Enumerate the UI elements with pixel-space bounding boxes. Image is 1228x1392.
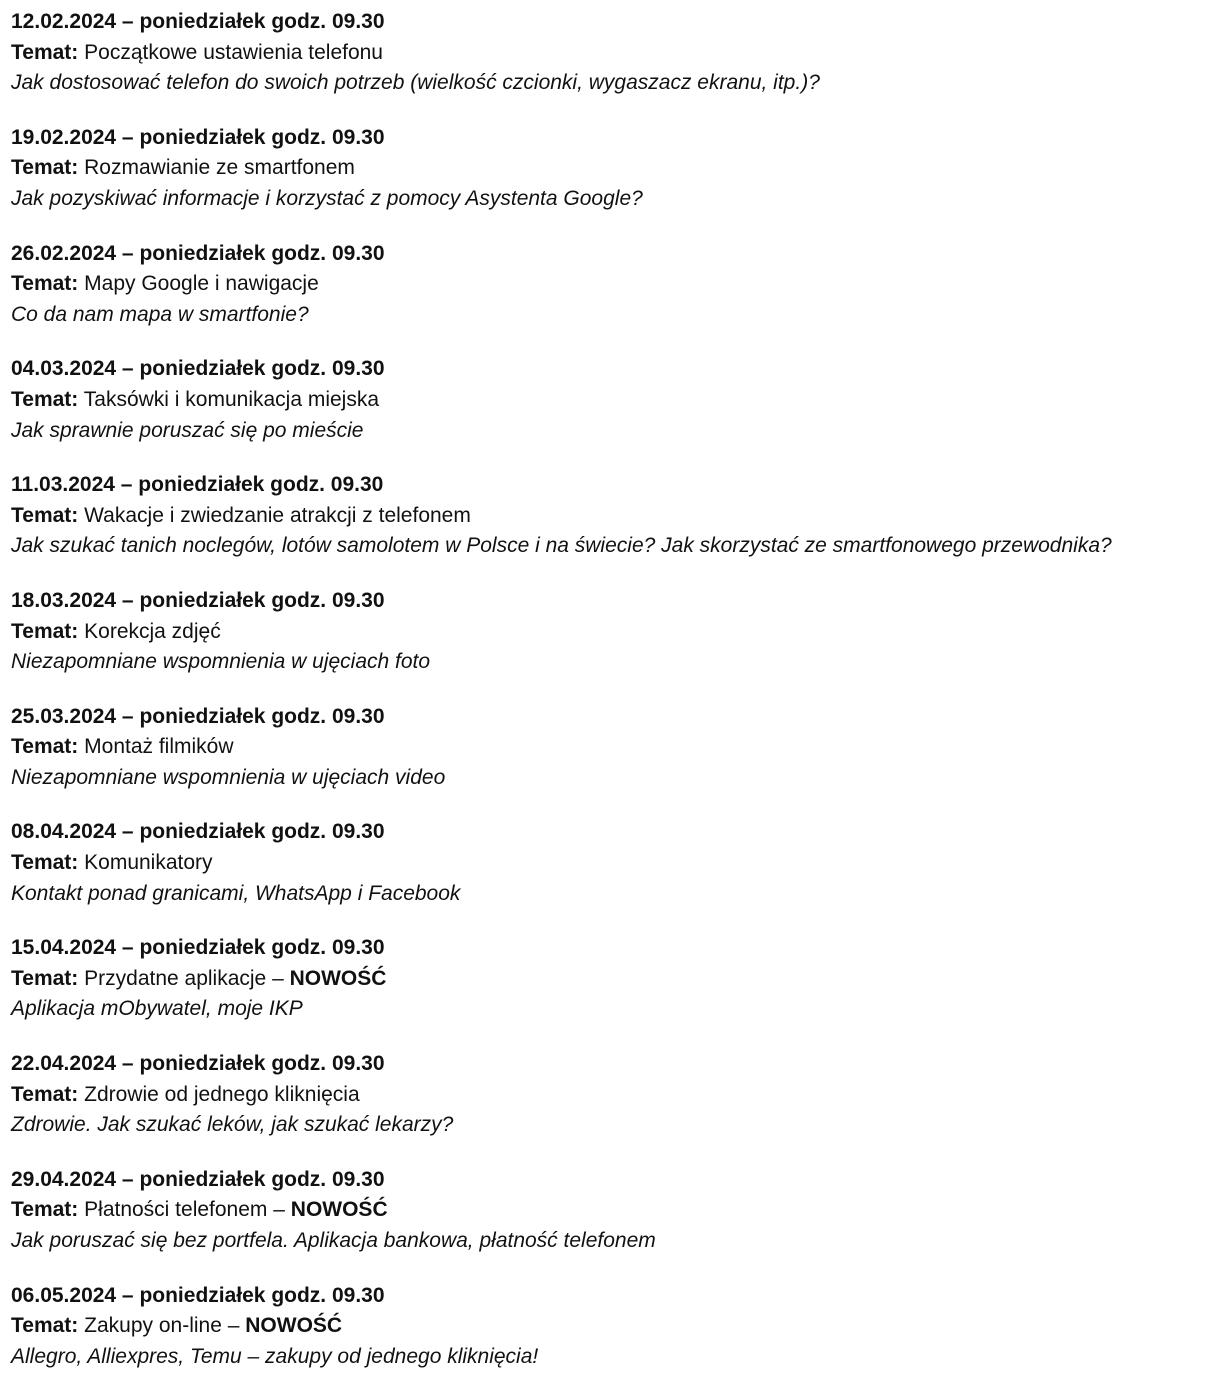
session-description: Co da nam mapa w smartfonie? bbox=[11, 302, 309, 326]
new-badge: NOWOŚĆ bbox=[290, 1198, 388, 1222]
session-description: Aplikacja mObywatel, moje IKP bbox=[11, 997, 303, 1021]
session-entry bbox=[11, 702, 1221, 794]
session-topic-line bbox=[11, 153, 1221, 184]
session-topic: Zakupy on-line bbox=[84, 1314, 222, 1338]
session-date: 04.03.2024 – poniedziałek godz. 09.30 bbox=[11, 357, 385, 381]
session-topic-line bbox=[11, 38, 1221, 69]
session-topic-line bbox=[11, 501, 1221, 532]
session-topic: Płatności telefonem bbox=[84, 1198, 268, 1222]
new-badge: NOWOŚĆ bbox=[245, 1314, 343, 1338]
session-date: 08.04.2024 – poniedziałek godz. 09.30 bbox=[11, 820, 385, 844]
topic-label: Temat: bbox=[11, 272, 79, 296]
session-description: Jak poruszać się bez portfela. Aplikacja bankowa, płatność telefonem bbox=[11, 1229, 656, 1252]
session-topic: Komunikatory bbox=[84, 851, 213, 875]
session-entry bbox=[11, 933, 1221, 1025]
session-topic: Montaż filmików bbox=[84, 735, 234, 759]
session-topic-line bbox=[11, 964, 1221, 995]
topic-label: Temat: bbox=[11, 40, 79, 64]
topic-label: Temat: bbox=[11, 387, 79, 411]
session-date: 29.04.2024 – poniedziałek godz. 09.30 bbox=[11, 1167, 385, 1191]
schedule-document bbox=[11, 7, 1221, 1372]
topic-label: Temat: bbox=[11, 619, 79, 643]
session-entry bbox=[11, 7, 1221, 99]
session-topic: Zdrowie od jednego kliknięcia bbox=[84, 1082, 360, 1106]
session-entry bbox=[11, 123, 1221, 215]
session-topic-line bbox=[11, 848, 1221, 879]
new-separator: – bbox=[267, 1198, 291, 1222]
session-entry bbox=[11, 1165, 1221, 1257]
new-separator: – bbox=[266, 966, 290, 990]
session-topic-line bbox=[11, 1080, 1221, 1111]
session-date: 25.03.2024 – poniedziałek godz. 09.30 bbox=[11, 704, 385, 728]
topic-label: Temat: bbox=[11, 1198, 79, 1222]
session-description: Zdrowie. Jak szukać leków, jak szukać lekarzy? bbox=[11, 1113, 454, 1137]
topic-label: Temat: bbox=[11, 851, 79, 875]
session-date: 06.05.2024 – poniedziałek godz. 09.30 bbox=[11, 1283, 385, 1307]
session-description: Niezapomniane wspomnienia w ujęciach video bbox=[11, 765, 446, 789]
session-entry bbox=[11, 354, 1221, 446]
session-topic-line bbox=[11, 269, 1221, 300]
new-separator: – bbox=[221, 1314, 246, 1338]
topic-label: Temat: bbox=[11, 966, 79, 990]
session-entry bbox=[11, 470, 1221, 562]
session-date: 19.02.2024 – poniedziałek godz. 09.30 bbox=[11, 125, 385, 149]
session-description: Jak szukać tanich noclegów, lotów samolotem w Polsce i na świecie? Jak skorzystać ze smartfonowego przewodnika? bbox=[11, 534, 1112, 558]
session-description: Jak dostosować telefon do swoich potrzeb (wielkość czcionki, wygaszacz ekranu, itp.)? bbox=[11, 71, 820, 95]
session-description: Jak pozyskiwać informacje i korzystać z pomocy Asystenta Google? bbox=[11, 186, 643, 210]
session-description: Kontakt ponad granicami, WhatsApp i Facebook bbox=[11, 881, 461, 905]
topic-label: Temat: bbox=[11, 156, 79, 180]
session-topic: Rozmawianie ze smartfonem bbox=[84, 156, 355, 180]
session-topic: Korekcja zdjęć bbox=[84, 619, 221, 643]
session-topic: Wakacje i zwiedzanie atrakcji z telefonem bbox=[84, 503, 471, 527]
topic-label: Temat: bbox=[11, 1314, 79, 1338]
session-topic-line bbox=[11, 1311, 1221, 1342]
session-topic: Taksówki i komunikacja miejska bbox=[83, 387, 380, 411]
session-entry bbox=[11, 239, 1221, 331]
session-description: Niezapomniane wspomnienia w ujęciach foto bbox=[11, 650, 431, 674]
session-date: 18.03.2024 – poniedziałek godz. 09.30 bbox=[11, 588, 385, 612]
session-date: 12.02.2024 – poniedziałek godz. 09.30 bbox=[11, 10, 385, 33]
session-topic: Przydatne aplikacje bbox=[84, 966, 267, 990]
session-topic: Mapy Google i nawigacje bbox=[84, 272, 319, 296]
new-badge: NOWOŚĆ bbox=[289, 966, 387, 990]
session-topic-line bbox=[11, 617, 1221, 648]
topic-label: Temat: bbox=[11, 503, 79, 527]
session-entry bbox=[11, 586, 1221, 678]
session-topic: Początkowe ustawienia telefonu bbox=[84, 40, 383, 64]
topic-label: Temat: bbox=[11, 735, 79, 759]
session-description: Jak sprawnie poruszać się po mieście bbox=[11, 418, 364, 442]
session-date: 22.04.2024 – poniedziałek godz. 09.30 bbox=[11, 1052, 385, 1076]
session-entry bbox=[11, 1049, 1221, 1141]
session-topic-line bbox=[11, 732, 1221, 763]
session-date: 11.03.2024 – poniedziałek godz. 09.30 bbox=[11, 473, 384, 497]
session-entry bbox=[11, 817, 1221, 909]
topic-label: Temat: bbox=[11, 1082, 79, 1106]
session-topic-line bbox=[11, 385, 1221, 416]
session-description: Allegro, Alliexpres, Temu – zakupy od jednego kliknięcia! bbox=[11, 1344, 539, 1368]
session-date: 15.04.2024 – poniedziałek godz. 09.30 bbox=[11, 936, 385, 960]
session-date: 26.02.2024 – poniedziałek godz. 09.30 bbox=[11, 241, 385, 265]
session-entry bbox=[11, 1281, 1221, 1373]
session-topic-line bbox=[11, 1195, 1221, 1226]
